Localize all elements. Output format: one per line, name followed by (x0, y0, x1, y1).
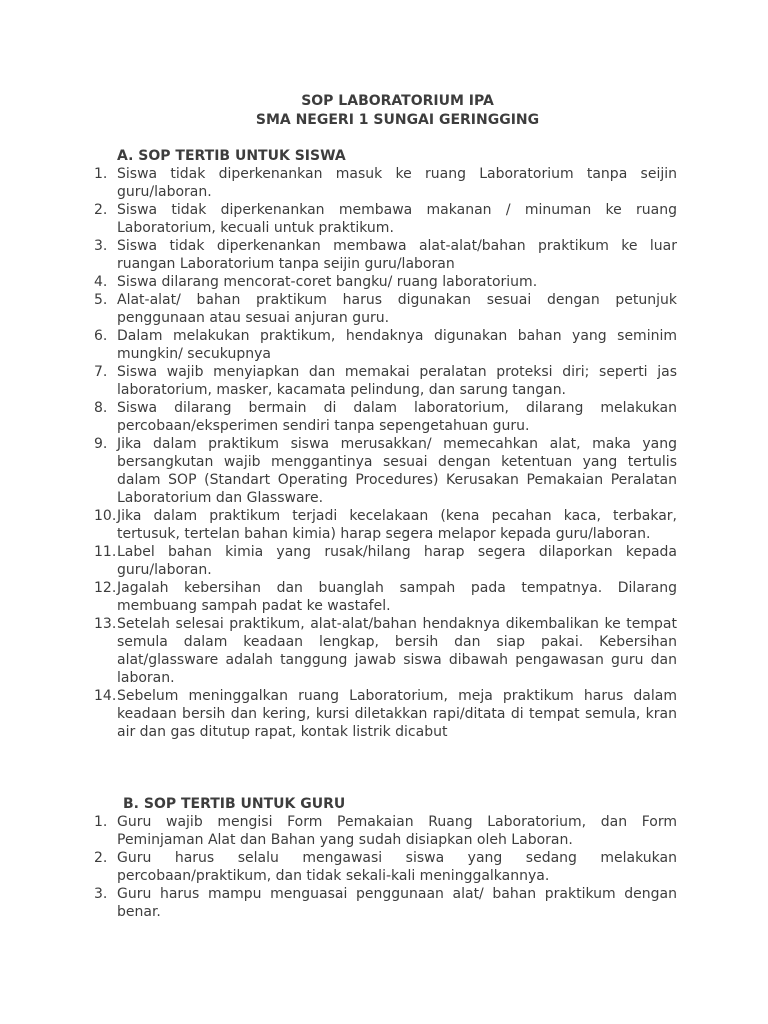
list-item (0, 273, 677, 291)
item-text: Siswa dilarang mencorat-coret bangku/ ruang laboratorium. (117, 274, 538, 290)
item-number: 6. (94, 328, 108, 344)
section-b-heading: B. SOP TERTIB UNTUK GURU (123, 796, 346, 812)
item-number: 8. (94, 400, 108, 416)
item-text: Siswa dilarang bermain di dalam laboratorium, dilarang melakukan percobaan/eksperimen sendiri tanpa sepengetahuan guru. (117, 400, 677, 434)
list-item (0, 849, 677, 885)
list-item (0, 579, 677, 615)
list-item (0, 165, 677, 201)
item-text: Jika dalam praktikum siswa merusakkan/ memecahkan alat, maka yang bersangkutan wajib menggantinya sesuai dengan ketentuan yang tertulis dalam SOP (Standart Operating Procedures) Kerusakan Pemakaian Peralatan Laboratorium dan Glassware. (117, 436, 677, 506)
item-text: Jagalah kebersihan dan buanglah sampah pada tempatnya. Dilarang membuang sampah padat ke wastafel. (117, 580, 677, 614)
document-title: SOP LABORATORIUM IPA (301, 93, 494, 109)
list-item (0, 543, 677, 579)
item-number: 7. (94, 364, 108, 380)
item-text: Siswa wajib menyiapkan dan memakai peralatan proteksi diri; seperti jas laboratorium, masker, kacamata pelindung, dan sarung tangan. (117, 364, 677, 398)
list-item (0, 291, 677, 327)
item-number: 14. (94, 688, 117, 704)
item-text: Guru harus selalu mengawasi siswa yang sedang melakukan percobaan/praktikum, dan tidak sekali-kali meninggalkannya. (117, 850, 677, 884)
item-text: Guru wajib mengisi Form Pemakaian Ruang Laboratorium, dan Form Peminjaman Alat dan Bahan yang sudah disiapkan oleh Laboran. (117, 814, 677, 848)
list-item (0, 327, 677, 363)
list-item (0, 435, 677, 507)
item-number: 5. (94, 292, 108, 308)
list-item (0, 201, 677, 237)
list-item (0, 363, 677, 399)
list-item (0, 687, 677, 741)
section-a-heading: A. SOP TERTIB UNTUK SISWA (117, 148, 346, 164)
item-text: Setelah selesai praktikum, alat-alat/bahan hendaknya dikembalikan ke tempat semula dalam keadaan lengkap, bersih dan siap pakai. Kebersihan alat/glassware adalah tanggung jawab siswa dibawah pengawasan guru dan laboran. (117, 616, 677, 686)
section-a-list (0, 165, 677, 741)
item-text: Guru harus mampu menguasai penggunaan alat/ bahan praktikum dengan benar. (117, 886, 677, 920)
item-number: 2. (94, 202, 108, 218)
item-number: 9. (94, 436, 108, 452)
document-subtitle: SMA NEGERI 1 SUNGAI GERINGGING (255, 112, 540, 128)
item-number: 4. (94, 274, 108, 290)
list-item (0, 507, 677, 543)
item-number: 12. (94, 580, 117, 596)
item-number: 3. (94, 886, 108, 902)
item-text: Dalam melakukan praktikum, hendaknya digunakan bahan yang seminim mungkin/ secukupnya (117, 328, 677, 362)
item-text: Siswa tidak diperkenankan masuk ke ruang Laboratorium tanpa seijin guru/laboran. (117, 166, 677, 200)
item-text: Label bahan kimia yang rusak/hilang harap segera dilaporkan kepada guru/laboran. (117, 544, 677, 578)
list-item (0, 399, 677, 435)
item-number: 1. (94, 166, 108, 182)
item-number: 3. (94, 238, 108, 254)
item-text: Siswa tidak diperkenankan membawa makanan / minuman ke ruang Laboratorium, kecuali untuk praktikum. (117, 202, 677, 236)
item-number: 13. (94, 616, 117, 632)
list-item (0, 237, 677, 273)
list-item (0, 885, 677, 921)
item-number: 1. (94, 814, 108, 830)
item-text: Jika dalam praktikum terjadi kecelakaan (kena pecahan kaca, terbakar, tertusuk, tertelan bahan kimia) harap segera melapor kepada guru/laboran. (117, 508, 677, 542)
list-item (0, 615, 677, 687)
item-number: 11. (94, 544, 117, 560)
item-text: Siswa tidak diperkenankan membawa alat-alat/bahan praktikum ke luar ruangan Laboratorium tanpa seijin guru/laboran (117, 238, 677, 272)
section-b-list (0, 813, 677, 921)
list-item (0, 813, 677, 849)
item-number: 2. (94, 850, 108, 866)
item-text: Sebelum meninggalkan ruang Laboratorium, meja praktikum harus dalam keadaan bersih dan kering, kursi diletakkan rapi/ditata di tempat semula, kran air dan gas ditutup rapat, kontak listrik dicabut (117, 688, 677, 740)
item-text: Alat-alat/ bahan praktikum harus digunakan sesuai dengan petunjuk penggunaan atau sesuai anjuran guru. (117, 292, 677, 326)
item-number: 10. (94, 508, 117, 524)
